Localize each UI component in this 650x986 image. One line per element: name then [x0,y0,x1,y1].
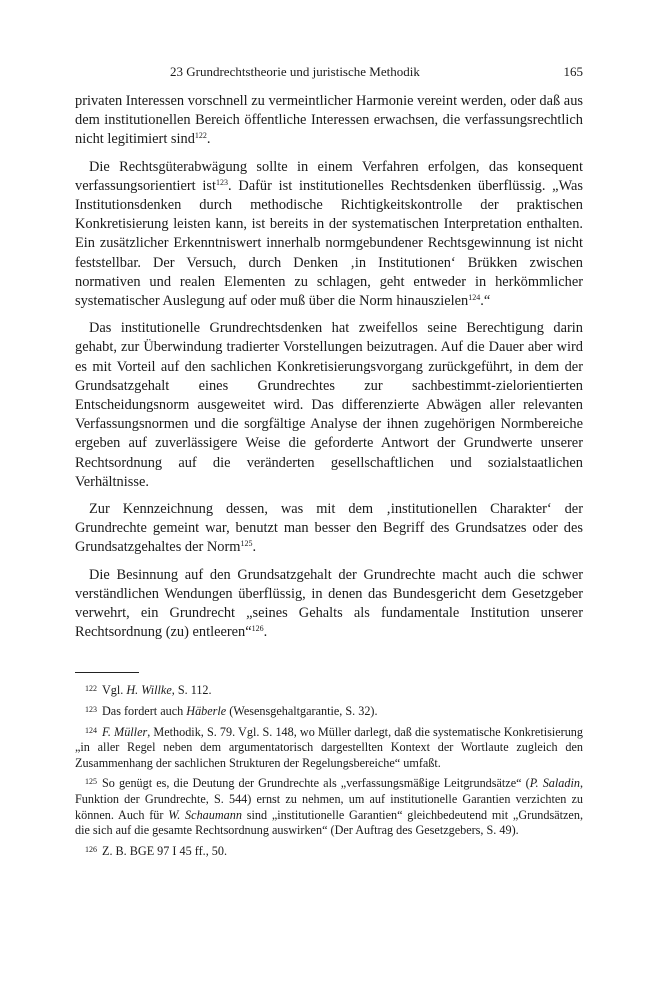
footnote: $^{122}$ Vgl. H. Willke, S. 112. [85,683,212,698]
running-head [75,64,583,82]
footnote: $^{124}$ F. Müller, Methodik, S. 79. Vgl. S. 148, wo Müller darlegt, daß die systematische Konkretisierung „in aller Regel neben dem argumentatorisch dargestellten Kontext der Wortlaute zugleich den Zusammenhang der sachlichen Strukturen der Regelungsbereiche“ umfaßt. [75,724,583,770]
footnote: $^{123}$ Das fordert auch Häberle (Wesensgehaltgarantie, S. 32). [85,704,378,719]
footnote-number: 122 [85,684,97,694]
page-number: 165 [563,64,583,79]
body-text [75,92,583,642]
footnote: $^{125}$ So genügt es, die Deutung der Grundrechte als „verfassungsmäßige Leitgrundsätze“ (P. Saladin, Funktion der Grundrechte, S. 544) ernst zu nehmen, um auf institutionelle Garantien verzichten zu können. Auch für W. Schaumann sind „institutionelle Garantien“ gleichbedeutend mit „Grundsätzen, die sich auf die gesamte Rechtsordnung auswirken“ (Der Auftrag des Gesetzgebers, S. 49). [75,776,583,838]
paragraph: Das institutionelle Grundrechtsdenken hat zweifellos seine Berechtigung darin gehabt, zur Überwindung tradierter Vorstellungen beizutragen. Auf die Dauer aber wird es mit Vorteil auf den sachlichen Konkretisierungsvorgang zurückgeführt, in dem der Grundsatzgehalt eines Grundrechtes zur sachbestimmt-zielorientierten Entscheidungsnorm ausgeweitet wird. Das differenzierte Abwägen aller relevanten Verfassungsnormen und die sorgfältige Analyse der ihnen zugehörigen Normbereiche ergeben auf zuverlässigere Weise die geforderte Antwort der Grundwerte unserer Rechtsordnung auf die veränderten gesellschaftlichen und sozialstaatlichen Verhältnisse. [75,320,583,490]
footnote-number: 124 [85,725,97,735]
paragraph: Zur Kennzeichnung dessen, was mit dem ‚institutionellen Charakter‘ der Grundrechte gemeint war, benutzt man besser den Begriff des Grundsatzes oder des Grundsatzgehaltes der Norm$^{125}$. [75,501,583,556]
footnotes [75,681,583,859]
paragraph: privaten Interessen vorschnell zu vermeintlicher Harmonie vereint werden, oder daß aus dem institutionellen Bereich öffentliche Interessen erwachsen, die verfassungsrechtlich nicht legitimiert sind$^{122}$. [75,93,583,148]
footnote-number: 123 [85,705,97,715]
chapter-title: 23 Grundrechtstheorie und juristische Methodik [170,64,420,79]
footnote: $^{126}$ Z. B. BGE 97 I 45 ff., 50. [85,843,228,858]
footnote-ref[interactable]: 126 [251,624,264,634]
paragraph: Die Besinnung auf den Grundsatzgehalt der Grundrechte macht auch die schwer verständlichen Wendungen überflüssig, in denen das Bundesgericht dem Gesetzgeber verwehrt, ein Grundrecht „seines Gehalts als fundamentale Institution unserer Rechtsordnung (zu) entleeren“$^{126}$. [75,566,583,641]
footnote-ref[interactable]: 123 [216,177,229,187]
footnote-ref[interactable]: 124 [468,293,481,303]
footnote-number: 126 [85,844,97,854]
document-page [75,64,583,862]
footnote-number: 125 [85,777,97,787]
paragraph: Die Rechtsgüterabwägung sollte in einem Verfahren erfolgen, das konsequent verfassungsorientiert ist$^{123}$. Dafür ist institutionelles Rechtsdenken überflüssig. „Was Institutionsdenken durch methodische Richtigkeitskontrolle der praktischen Konkretisierung leisten kann, ist bereits in der systematischen Interpretation enthalten. Ein zusätzlicher Erkenntniswert innerhalb normgebundener Rechtsgewinnung ist nicht feststellbar. Der Versuch, durch Denken ‚in Institutionen‘ Brükken zwischen normativen und realen Elementen zu schlagen, geht entweder in herkömmlicher systematischer Auslegung auf oder muß über die Norm hinauszielen$^{124}$.“ [75,158,583,310]
footnote-ref[interactable]: 125 [240,539,253,549]
footnote-divider [75,672,139,673]
footnote-ref[interactable]: 122 [194,131,207,141]
